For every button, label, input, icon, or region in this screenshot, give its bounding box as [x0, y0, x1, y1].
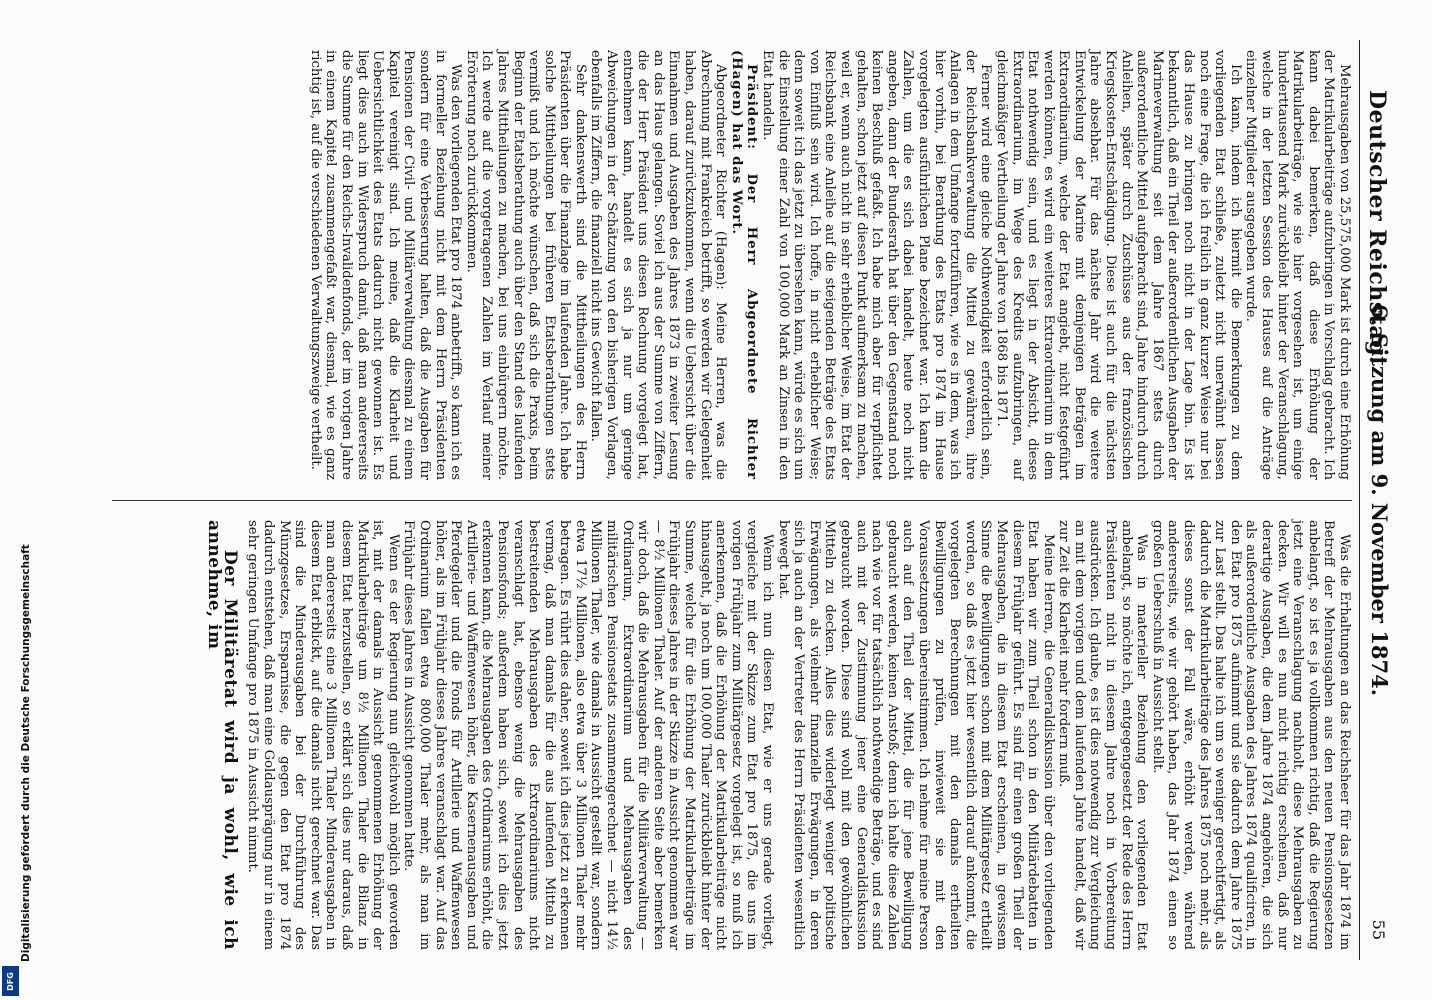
- paragraph: Wenn ich nun diesen Etat, wie er uns gerade vorliegt, vergleiche mit der Skizze zum Etat pro 1875, die uns im vorigen Frühjahr zum Militärgesetz vorgelegt ist, so muß ich anerkennen, daß die Erhöhung der Matrikularbeiträge nicht hinausgeht, ja noch um 100,000 Thaler zurückbleibt hinter der Summe, welche für die Erhöhung der Matrikularbeiträge im Frühjahr dieses Jahres in der Skizze in Aussicht genommen war — 8½ Millionen Thaler. Auf der anderen Seite aber bemerken wir doch, daß die Mehrausgaben für die Militärverwaltung — Ordinarium, Extraordinarium und Mehrausgaben des militärischen Pensionsetats zusammengerechnet — nicht 14½ Millionen Thaler, wie damals in Aussicht gestellt war, sondern etwa 17½ Millionen, also etwa über 3 Millionen Thaler mehr betragen. Es rührt dies daher, soweit ich dies jetzt zu erkennen vermag, daß man damals für die aus laufenden Mitteln zu bestreitenden Mehrausgaben des Extraordinariums nicht veranschlagt hat, ebenso wenig die Mehrausgaben des Pensionsfonds; außerdem haben sich, soweit ich dies jetzt erkennen kann, die Mehrausgaben des Ordinariums erhöht, die Artillerie- und Waffenwesen höher, die Kasernenausgaben und Pferdegelder und die Fonds für Artillerie und Waffenwesen höher, als im Frühjahr dieses Jahres veranschlagt war. Auf das Ordinarium fallen etwa 800,000 Thaler mehr, als man im Frühjahr dieses Jahres in Aussicht genommen hatte.: [401, 520, 776, 950]
- dfg-logo-text: DFG: [6, 971, 16, 991]
- digitization-credit: Digitalisierung gefördert durch die Deutsche Forschungsgemeinschaft: [20, 544, 32, 962]
- paragraph: Ich kann, indem ich hiermit die Bemerkungen zu dem vorliegenden Etat schließe, zuletzt nicht unerwähnt lassen noch eine Frage, die ich freilich in ganz kurzer Weise nur bei das Hause zu bringen noch nicht in der Lage bin. Es ist bekanntlich, daß ein Theil der außerordentlichen Ausgaben der Marineverwaltung seit dem Jahre 1867 stets durch außerordentliche Mittel aufgebracht sind, Jahre hindurch durch Anleihen, später durch Zuschüsse aus der französischen Kriegskosten-Entschädigung. Diese ist auch für die nächsten Jahre absehbar. Für das nächste Jahr wird die weitere Entwickelung der Marine mit demjenigen Beträgen im Extraordinarium, welche der Etat angiebt, nicht festgeführt werden können, es wird ein weiteres Extraordinarium in dem Etat nothwendig sein, und es liegt in der Absicht, dieses Extraordinarium, im Wege des Kredits aufzubringen, auf gleichmäßiger Vertheilung der Jahre von 1868 bis 1871.: [993, 50, 1243, 480]
- page-header: [1359, 40, 1394, 960]
- paragraph: Was die Erhaltungen an das Reichsheer für das Jahr 1874 im Betreff der Mehrausgaben aus den neuen Pensionsgesetzen anbelangt, so ist es ja vollkommen richtig, daß die Regierung jetzt eine Veranschlagung nachholt, diese Mehrausgaben zu decken. Wir will es nun nicht richtig erscheinen, daß nur derartige Ausgaben, die dem Jahre 1874 angehören, die sich als außerordentliche Ausgaben des Jahres 1874 qualificiren, in den Etat pro 1875 aufnimmt und sie dadurch dem Jahre 1875 zur Last stellt. Das halte ich um so weniger gerechtfertigt, als dadurch die Matrikularbeiträge des Jahres 1875 noch mehr, als dieses sonst der Fall wäre, erhöht werden, während andererseits, wie wir gehört haben, das Jahr 1874 einen so großen Ueberschuß in Aussicht stellt.: [1149, 520, 1352, 950]
- paragraph: Wenn es der Regierung nun gleichwohl möglich geworden ist, mit der damals in Aussicht genommenen Erhöhung der Matrikularbeiträge um 8½ Millionen Thaler die Bilanz in diesem Etat herzustellen, so erklärt sich dies nur daraus, daß man andererseits eine 3 Millionen Thaler Minderausgaben in diesem Etat erblickt, auf die damals nicht gerechnet war. Das sind die Minderausgaben bei der Durchführung des Münzgesetzes, Ersparnisse, die gegen den Etat pro 1874 dadurch entstehen, daß man eine Goldausprägung nur in einem sehr geringen Umfange pro 1875 in Aussicht nimmt.: [245, 520, 401, 950]
- column-divider: [112, 500, 1352, 501]
- left-text-column: [102, 50, 1352, 480]
- header-session: 6. Sitzung am 9. November 1874.: [1367, 303, 1392, 697]
- paragraph: Ferner wird eine gleiche Nothwendigkeit erforderlich sein, der Reichsbankverwaltung die Mittel zu gewähren, ihre Anlagen in dem Umfange fortzuführen, wie es in dem, was ich hier vorhin, bei Berathung des Etats pro 1874 im Hause vorgelegten ausführlichen Plane bezeichnet war. Ich kann die Zahlen, um die es sich dabei handelt, heute noch nicht angeben, dann der Bundesrath hat über den Gegenstand noch keinen Beschluß gefaßt. Ich habe mich aber für verpflichtet gehalten, schon jetzt auf diesen Punkt aufmerksam zu machen, weil er, wenn auch nicht in sehr erheblicher Weise, im Etat der Reichsbank eine Anleihe auf die steigenden Beträge des Etats von Einfluß sein wird. Ich hoffe, in nicht erheblicher Weise; denn soweit ich das jetzt zu übersehen kann, würde es sich um die Einstellung einer Zahl von 100,000 Mark an Zinsen in den Etat handeln.: [760, 50, 994, 480]
- page-number: 55: [1369, 919, 1388, 940]
- paragraph: Meine Herren, die Generaldiskussion über den vorliegenden Etat haben wir zum Theil schon in den Militärdebatten in diesem Frühjahr geführt. Es sind für einen großen Theil der Mehrausgaben, die in diesem Etat erscheinen, in gewissem Sinne die Bewilligungen schon mit dem Militärgesetz ertheilt worden, so daß es jetzt hier wesentlich darauf ankommt, die vorgelegten Berechnungen mit den damals ertheilten Bewilligungen zu prüfen, inwieweit sie mit den Voraussetzungen übereinstimmen. Ich nehme für meine Person auch auf den Theil der Mittel, die für jene Bewilligung gebraucht werden, keinen Anstoß; denn ich halte diese Zahlen nach wie vor für tatsächlich nothwendige Beträge, und es sind auch mit der Zustimmung jener eine Generaldiskussion gebraucht worden. Diese sind wohl mit den gewöhnlichen Mitteln zu decken. Alles dies widerlegt weniger politische Erwägungen, als vielmehr finanzielle Erwägungen, in deren sich ja auch an der Vertreter des Herrn Präsidenten wesentlich bewegt hat.: [775, 520, 1056, 950]
- paragraph: Mehrausgaben von 25,575,000 Mark ist durch eine Erhöhung der Matrikularbeiträge aufzubringen in Vorschlag gebracht. Ich kann dabei bemerken, daß diese Erhöhung der Matrikularbeiträge, wie sie hier vorgesehen ist, um einige hunderttausend Mark zurückbleibt hinter der Veranschlagung, welche in der letzten Session des Hauses auf die Anträge einzelner Mitglieder ausgegeben wurde.: [1243, 50, 1352, 480]
- paragraph: Abgeordneter Richter (Hagen): Meine Herren, was die Abrechnung mit Frankreich betrifft, so werden wir Gelegenheit haben, darauf zurückzukommen, wenn die Uebersicht über die Einnahmen und Ausgaben des Jahres 1873 in zweiter Lesung an das Haus gelangen. Soviel ich aus der Summe von Ziffern, die der Herr Präsident uns diesen Rechnung vorgelegt hat, entnehmen kann, handelt es sich ja nur um geringe Abweichungen in der Schätzung von den bisherigen Vorlagen, ebenfalls im Ziffern, die finanziell nicht ins Gewicht fallen.: [588, 50, 729, 480]
- paragraph: Was in materieller Beziehung den vorliegenden Etat anbelangt, so möchte ich, entgegengesetzt der Rede des Herrn Präsidenten nicht in diesem Jahre noch in Vorbereitung ausdrücken. Ich glaube, es ist dies notwendig zur Vergleichung an mit dem vorigen und dem laufenden Jahre handelt, daß wir zur Zeit die Klarheit mehr fordern muß.: [1056, 520, 1150, 950]
- paragraph: Was den vorliegenden Etat pro 1874 anbetrifft, so kann ich es in formeller Beziehung nicht mit dem Herrn Präsidenten sondern für eine Verbesserung halten, daß die Ausgaben für Pensionen der Civil- und Militärverwaltung diesmal zu einem Kapitel vereinigt sind. Ich meine, daß die Klarheit und Uebersichtlichkeit des Etats dadurch nicht gewonnen ist. Es liegt dies auch im Widerspruch damit, daß man andererseits die Summe für den Reichs-Invalidenfonds, der im vorigen Jahre in einem Kapitel zusammengefaßt war, diesmal, wie es ganz richtig ist, auf die verschiedenen Verwaltungszweige vertheilt.: [307, 50, 464, 480]
- header-title: Deutscher Reichstag.: [1364, 90, 1390, 365]
- dfg-logo-icon: [2, 966, 19, 996]
- paragraph-speaker: Präsident: Der Herr Abgeordnete Richter (Hagen) hat das Wort.: [728, 50, 760, 480]
- closing-line: Der Militäretat wird ja wohl, wie ich annehme, im: [204, 520, 240, 950]
- paragraph: Sehr dankenswerth sind die Mittheilungen des Herrn Präsidenten über die Finanzlage im laufenden Jahre. Ich habe solche Mittheilungen bei früheren Etatsberathungen stets vermißt und ich möchte wünschen, daß sich die Praxis, beim Beginn der Etatsberathung auch über den Stand des laufenden Jahres Mittheilungen zu machen, bei uns einbürgern möchte. Ich werde auf die vorgetragenen Zahlen im Verlauf meiner Erörterung noch zurückkommen.: [463, 50, 588, 480]
- right-text-column: [102, 520, 1352, 950]
